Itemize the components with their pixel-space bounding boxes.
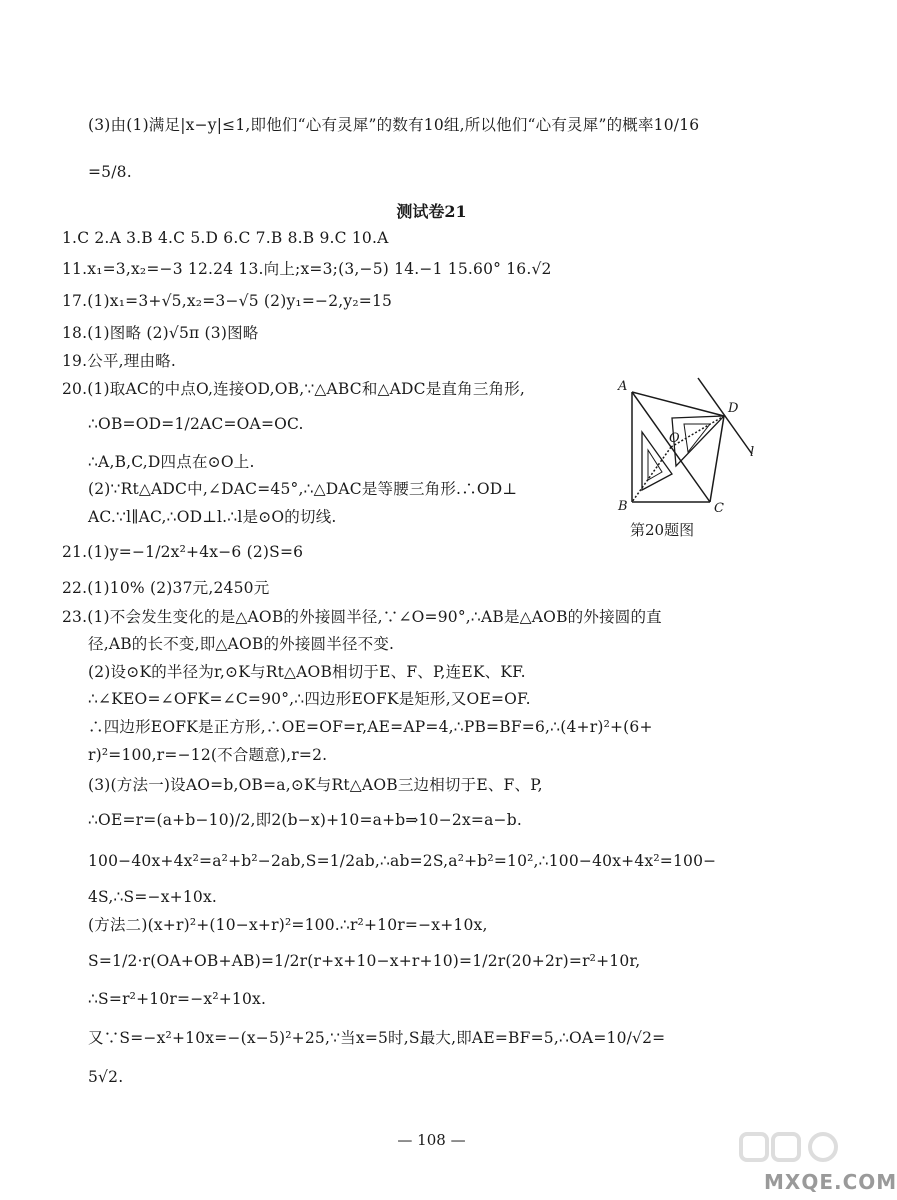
answer-23-line-9: 100−40x+4x²=a²+b²−2ab,S=1/2ab,∴ab=2S,a²+b²=10²,∴100−40x+4x²=100− <box>88 852 717 870</box>
label-A: A <box>618 379 628 394</box>
answer-23-line-10: 4S,∴S=−x+10x. <box>88 888 218 906</box>
answer-20-line-2: ∴OB=OD=1/2AC=OA=OC. <box>88 415 304 433</box>
answer-23-line-3: (2)设⊙K的半径为r,⊙K与Rt△AOB相切于E、F、P,连EK、KF. <box>88 663 526 681</box>
label-D: D <box>728 401 739 416</box>
answer-20-line-3: ∴A,B,C,D四点在⊙O上. <box>88 453 255 471</box>
answers-11-16: 11.x₁=3,x₂=−3 12.24 13.向上;x=3;(3,−5) 14.−1 15.60° 16.√2 <box>62 260 552 278</box>
watermark-text: MXQE.COM <box>764 1170 897 1194</box>
set-square-top-inner <box>684 424 710 452</box>
set-square-left-inner <box>648 450 662 480</box>
answers-mc: 1.C 2.A 3.B 4.C 5.D 6.C 7.B 8.B 9.C 10.A <box>62 229 389 247</box>
answer-20-line-5: AC.∵l∥AC,∴OD⊥l.∴l是⊙O的切线. <box>88 508 337 526</box>
answer-23-line-8: ∴OE=r=(a+b−10)/2,即2(b−x)+10=a+b⇒10−2x=a−b. <box>88 811 522 829</box>
answer-21: 21.(1)y=−1/2x²+4x−6 (2)S=6 <box>62 543 304 561</box>
answer-20-line-1: 20.(1)取AC的中点O,连接OD,OB,∵△ABC和△ADC是直角三角形, <box>62 380 526 398</box>
tangent-line-l <box>698 378 752 454</box>
label-O: O <box>669 431 680 446</box>
answer-22: 22.(1)10% (2)37元,2450元 <box>62 579 270 597</box>
answer-20-line-4: (2)∵Rt△ADC中,∠DAC=45°,∴△DAC是等腰三角形.∴OD⊥ <box>88 480 518 498</box>
answer-23-line-5: ∴四边形EOFK是正方形,∴OE=OF=r,AE=AP=4,∴PB=BF=6,∴(4+r)²+(6+ <box>88 718 653 736</box>
figure-caption: 第20题图 <box>630 521 695 539</box>
answer-23-line-15: 5√2. <box>88 1068 124 1086</box>
answer-23-line-4: ∴∠KEO=∠OFK=∠C=90°,∴四边形EOFK是矩形,又OE=OF. <box>88 690 531 708</box>
answer-18: 18.(1)图略 (2)√5π (3)图略 <box>62 324 259 342</box>
label-C: C <box>714 501 724 516</box>
answer-23-line-7: (3)(方法一)设AO=b,OB=a,⊙K与Rt△AOB三边相切于E、F、P, <box>88 776 543 794</box>
answer-19: 19.公平,理由略. <box>62 352 177 370</box>
set-square-left <box>642 432 672 490</box>
geometry-figure-20 <box>612 372 762 522</box>
text-line-1: (3)由(1)满足|x−y|≤1,即他们“心有灵犀”的数有10组,所以他们“心有灵犀”的概率10/16 <box>88 116 700 134</box>
answer-23-line-14: 又∵S=−x²+10x=−(x−5)²+25,∵当x=5时,S最大,即AE=BF=5,∴OA=10/√2= <box>88 1029 666 1047</box>
answer-23-line-6: r)²=100,r=−12(不合题意),r=2. <box>88 746 328 764</box>
answer-23-line-1: 23.(1)不会发生变化的是△AOB的外接圆半径,∵∠O=90°,∴AB是△AOB的外接圆的直 <box>62 608 662 626</box>
text-line-2: =5/8. <box>88 163 132 181</box>
section-title: 测试卷21 <box>396 202 467 221</box>
label-B: B <box>618 499 628 514</box>
answer-23-line-12: S=1/2·r(OA+OB+AB)=1/2r(r+x+10−x+r+10)=1/2r(20+2r)=r²+10r, <box>88 952 641 970</box>
answer-23-line-13: ∴S=r²+10r=−x²+10x. <box>88 990 267 1008</box>
answer-23-line-11: (方法二)(x+r)²+(10−x+r)²=100.∴r²+10r=−x+10x, <box>88 916 488 934</box>
answer-17: 17.(1)x₁=3+√5,x₂=3−√5 (2)y₁=−2,y₂=15 <box>62 292 393 310</box>
answer-23-line-2: 径,AB的长不变,即△AOB的外接圆半径不变. <box>88 635 395 653</box>
label-l: l <box>750 445 755 460</box>
page-number: — 108 — <box>397 1131 466 1149</box>
